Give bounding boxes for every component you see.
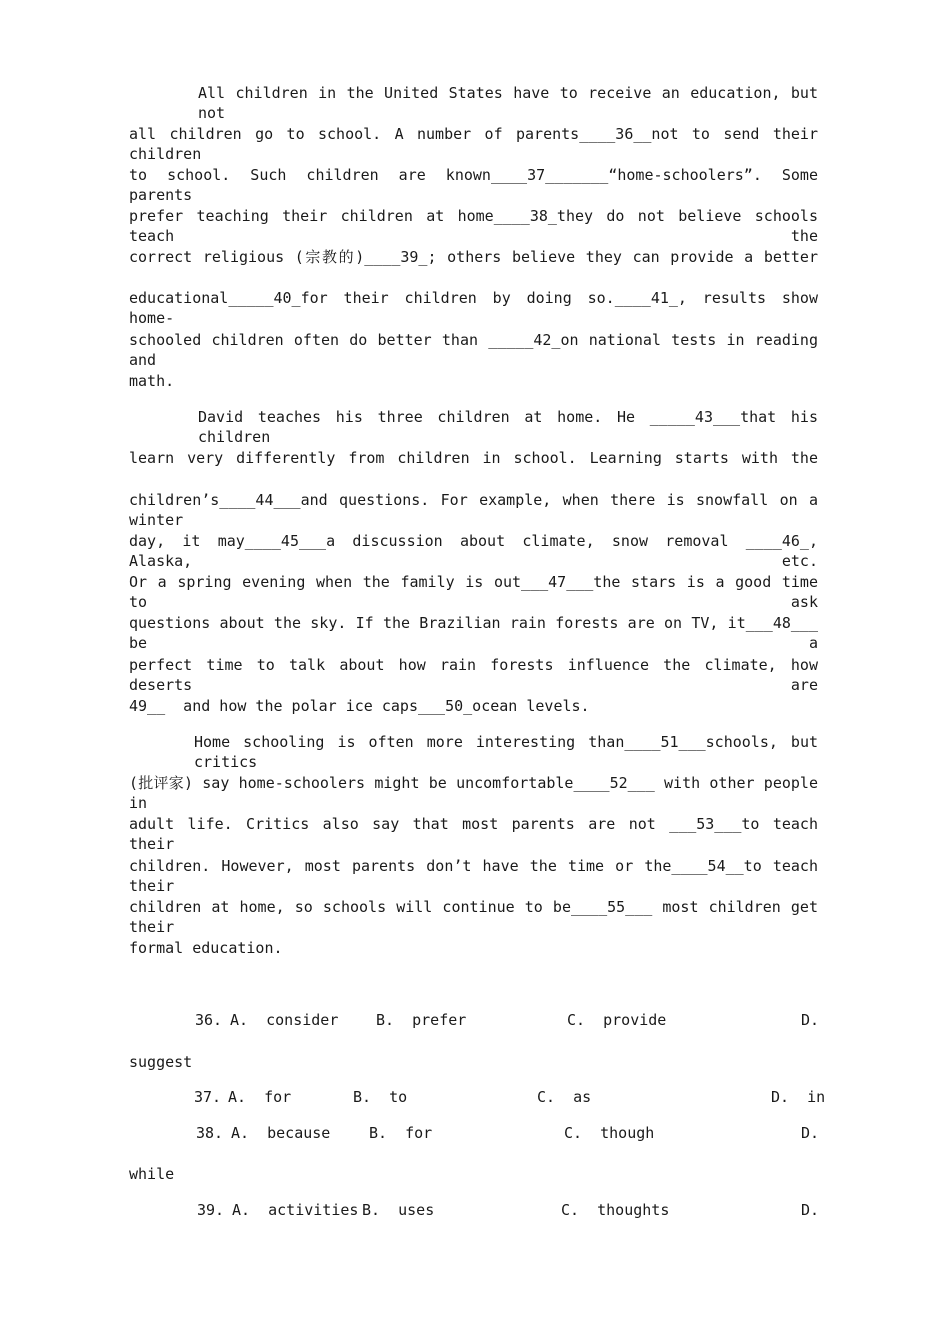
p1-line-8: math. [129, 372, 175, 390]
option-b: B. to [353, 1088, 408, 1106]
option-d-label: D. [801, 1201, 820, 1219]
p3-line-3: adult life. Critics also say that most parents are not ___53___to teach their [129, 815, 818, 853]
question-number: 37. [194, 1088, 222, 1106]
p3-line-5: children at home, so schools will continue to be____55___ most children get their [129, 898, 818, 936]
option-d-label: D. [801, 1011, 820, 1029]
question-number: 36. [195, 1011, 223, 1029]
p3-line-4: children. However, most parents don’t have the time or the____54__to teach their [129, 857, 818, 895]
question-number: 38. [196, 1124, 224, 1142]
option-b: B. prefer [376, 1011, 467, 1029]
p1-line-7: schooled children often do better than _____42_on national tests in reading and [129, 331, 818, 369]
option-c: C. thoughts [561, 1201, 670, 1219]
option-d-label: D. [801, 1124, 820, 1142]
option-b: B. uses [362, 1201, 435, 1219]
p3-line-2: (批评家) say home-schoolers might be uncomfortable____52___ with other people in [129, 774, 818, 812]
p2-line-1: David teaches his three children at home. He _____43___that his children [198, 408, 818, 446]
option-a: A. consider [230, 1011, 339, 1029]
p1-line-4: prefer teaching their children at home____38_they do not believe schools teach the [129, 207, 818, 245]
question-number: 39. [197, 1201, 225, 1219]
option-c: C. provide [567, 1011, 667, 1029]
p1-line-6: educational_____40_for their children by doing so.____41_, results show home- [129, 289, 818, 327]
option-a: A. activities [232, 1201, 359, 1219]
option-b: B. for [369, 1124, 433, 1142]
option-d-text: while [129, 1165, 175, 1183]
option-a: A. for [228, 1088, 292, 1106]
p2-line-6: questions about the sky. If the Brazilian rain forests are on TV, it___48___ be a [129, 614, 818, 652]
p1-line-1: All children in the United States have to receive an education, but not [198, 84, 818, 122]
option-c: C. as [537, 1088, 592, 1106]
option-d-text: suggest [129, 1053, 193, 1071]
p3-line-1: Home schooling is often more interesting than____51___schools, but critics [194, 733, 818, 771]
option-d: D. in [771, 1088, 826, 1106]
option-a: A. because [231, 1124, 331, 1142]
option-c: C. though [564, 1124, 655, 1142]
p2-line-5: Or a spring evening when the family is out___47___the stars is a good time to ask [129, 573, 818, 611]
p2-line-8: 49__ and how the polar ice caps___50_ocean levels. [129, 697, 590, 715]
p2-line-3: children’s____44___and questions. For example, when there is snowfall on a winter [129, 491, 818, 529]
p2-line-7: perfect time to talk about how rain forests influence the climate, how deserts are [129, 656, 818, 694]
p2-line-2: learn very differently from children in school. Learning starts with the [129, 449, 818, 467]
p3-line-6: formal education. [129, 939, 283, 957]
p1-line-5: correct religious (宗教的)____39_; others believe they can provide a better [129, 248, 818, 266]
p2-line-4: day, it may____45___a discussion about climate, snow removal ____46_, Alaska, etc. [129, 532, 818, 570]
p1-line-2: all children go to school. A number of parents____36__not to send their children [129, 125, 818, 163]
p1-line-3: to school. Such children are known____37_______“home-schoolers”. Some parents [129, 166, 818, 204]
